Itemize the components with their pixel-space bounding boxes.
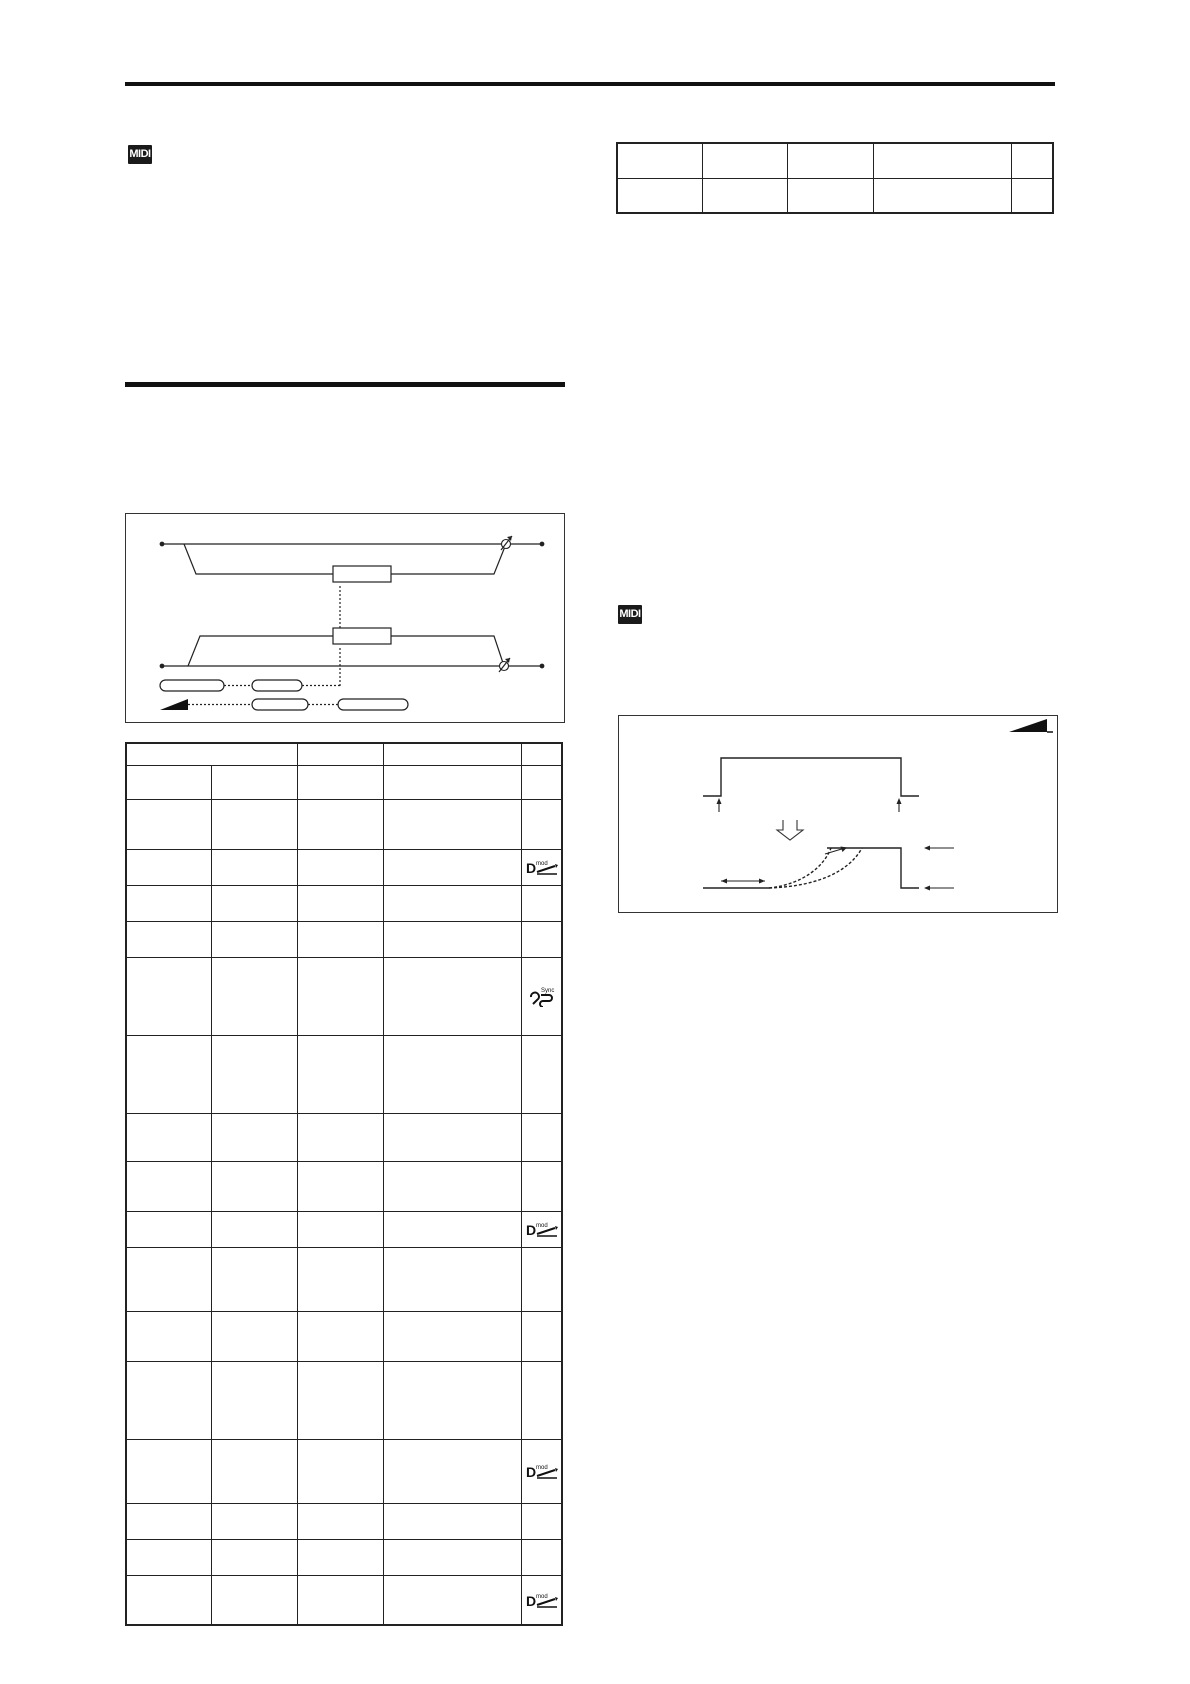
source-pill-1 [160, 680, 224, 691]
dmod-icon [525, 1462, 559, 1480]
table-row [126, 1161, 562, 1211]
table-row [126, 921, 562, 957]
upper-return-line [391, 544, 506, 574]
svg-text:D: D [525, 1222, 536, 1238]
mini-table-cell [617, 178, 703, 213]
dmod-cell [522, 1211, 563, 1247]
dmod-cell [522, 1575, 563, 1625]
mini-table-cell [874, 143, 1012, 178]
output-pulse [827, 848, 919, 888]
dmod-icon [525, 1591, 559, 1609]
table-row [126, 1503, 562, 1539]
gate-pulse [703, 758, 919, 796]
source-pill-2 [252, 680, 302, 691]
table-row [126, 849, 562, 885]
parameter-table [125, 742, 563, 1626]
table-row [126, 885, 562, 921]
envelope-icon [1009, 719, 1047, 732]
table-header-cell [298, 743, 384, 765]
timing-diagram [618, 715, 1058, 913]
envelope-icon [160, 699, 188, 710]
table-row [126, 1211, 562, 1247]
table-row [126, 1575, 562, 1625]
svg-text:D: D [525, 860, 536, 876]
svg-text:D: D [525, 1464, 536, 1480]
svg-text:D: D [525, 1592, 536, 1609]
level-knob-upper-icon [501, 536, 512, 550]
svg-text:Sync: Sync [540, 988, 554, 994]
mini-table-cell [788, 178, 874, 213]
svg-text:mod: mod [535, 1465, 548, 1471]
dmod-icon [525, 1220, 559, 1238]
dmod-cell [522, 849, 563, 885]
arrow-down-icon [777, 820, 803, 840]
mini-table-cell [703, 178, 788, 213]
attack-curve-2 [769, 848, 862, 888]
svg-text:mod: mod [535, 1223, 548, 1229]
lower-effect-block [333, 628, 391, 644]
mini-table-cell [1012, 178, 1054, 213]
source-pill-3 [252, 699, 308, 710]
svg-text:mod: mod [535, 861, 548, 867]
table-row [126, 1439, 562, 1503]
table-row [126, 957, 562, 1035]
upper-effect-block [333, 566, 391, 582]
table-row [126, 1539, 562, 1575]
top-rule [125, 82, 1055, 86]
mini-table-cell [788, 143, 874, 178]
mini-table-cell [617, 143, 703, 178]
lower-return-line [391, 636, 504, 666]
svg-text:mod: mod [535, 1593, 548, 1600]
mini-table-cell [874, 178, 1012, 213]
midi-badge-mid: MIDI [618, 605, 642, 624]
upper-branch-line [184, 544, 333, 574]
dmod-icon [525, 858, 559, 876]
signal-flow-svg [126, 514, 564, 722]
source-pill-4 [338, 699, 408, 710]
table-row [126, 765, 562, 799]
table-row [126, 1247, 562, 1311]
timing-svg [619, 716, 1057, 912]
mini-table [616, 142, 1054, 214]
level-knob-lower-icon [499, 658, 510, 672]
table-row [126, 1035, 562, 1113]
mini-table-cell [703, 143, 788, 178]
table-row [126, 1113, 562, 1161]
lower-branch-line [188, 636, 333, 666]
midi-badge-top: MIDI [128, 145, 152, 164]
table-header-cell [126, 743, 298, 765]
section-rule [125, 382, 565, 387]
signal-flow-diagram [125, 513, 565, 723]
table-row [126, 1361, 562, 1439]
sync-icon [527, 985, 557, 1007]
table-row [126, 1311, 562, 1361]
table-row [126, 799, 562, 849]
sync-cell [522, 957, 563, 1035]
attack-curve-1 [769, 848, 831, 888]
table-header-cell [522, 743, 563, 765]
mini-table-cell [1012, 143, 1054, 178]
table-header-cell [384, 743, 522, 765]
dmod-cell [522, 1439, 563, 1503]
